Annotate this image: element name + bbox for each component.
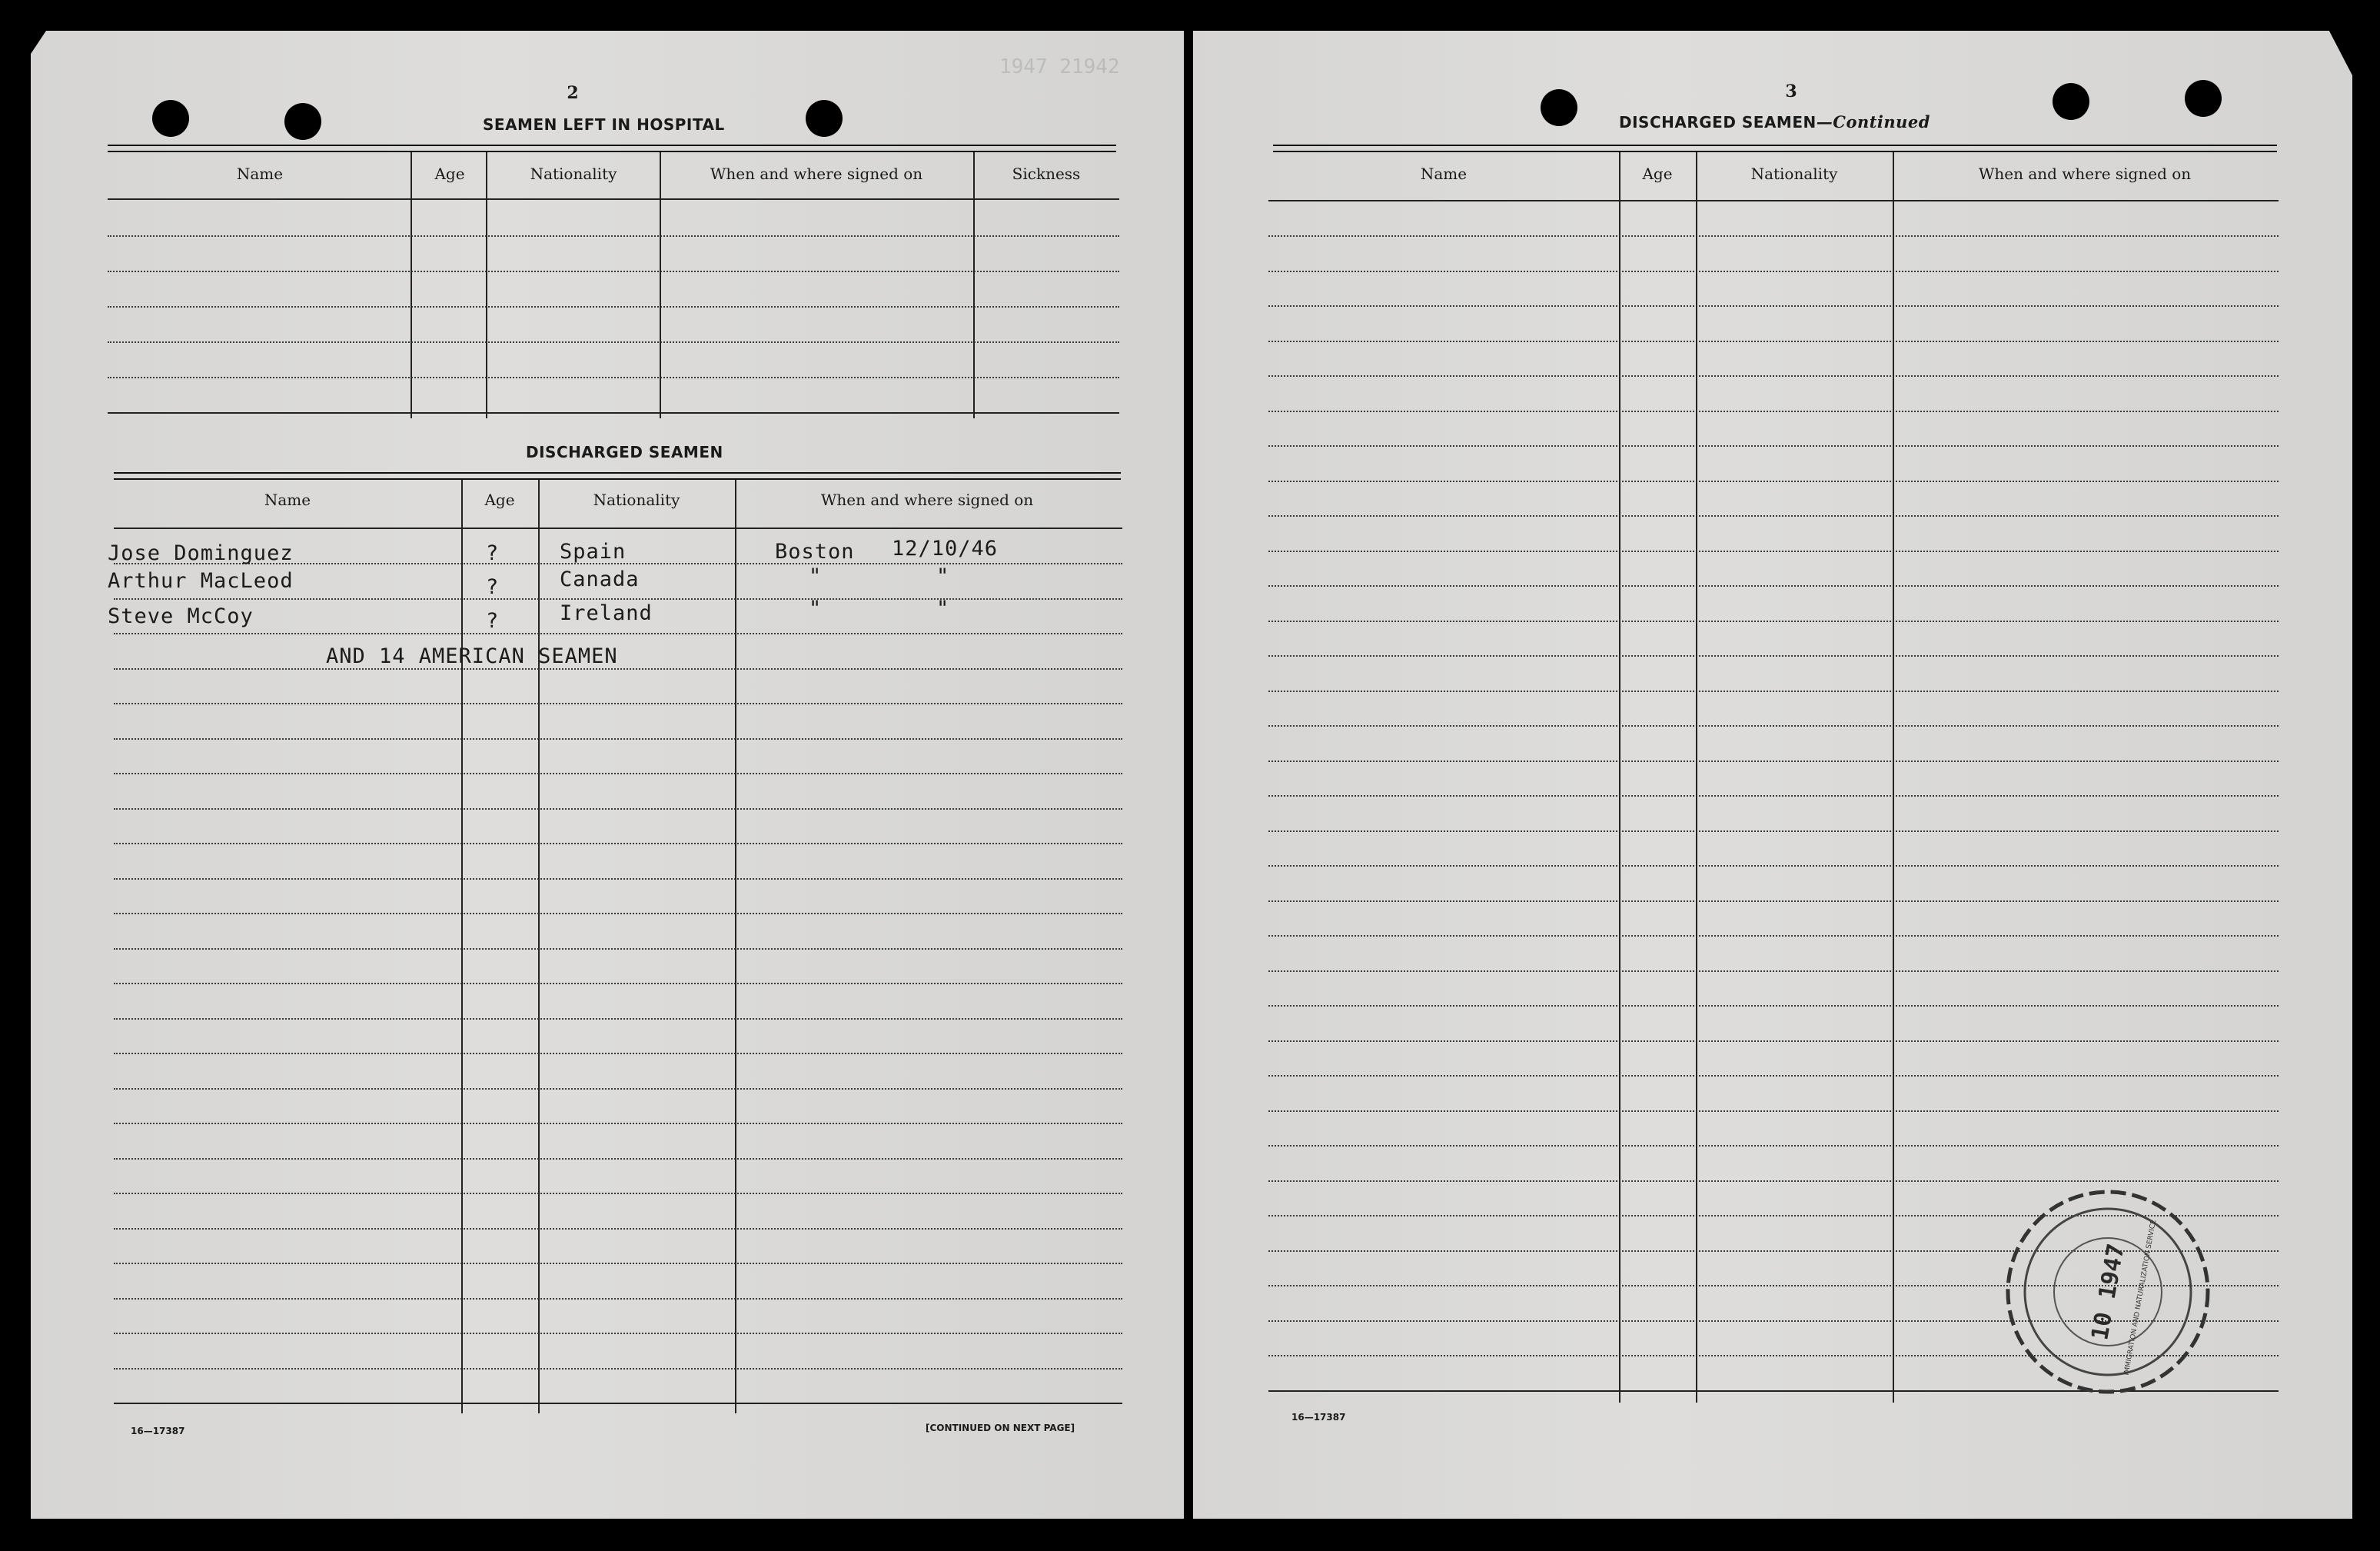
entry-signed-date: 12/10/46 [892, 537, 999, 561]
ruled-line [114, 1368, 1122, 1370]
entry-nationality: Spain [560, 540, 627, 564]
col-header-sickness: Sickness [1012, 165, 1081, 183]
col-header-age: Age [434, 165, 465, 183]
immigration-stamp [2000, 1184, 2215, 1400]
col-header-age: Age [1642, 165, 1673, 183]
ruled-line [114, 1333, 1122, 1334]
col-divider [1619, 152, 1620, 1403]
ruled-line [114, 948, 1122, 950]
col-header-name: Name [264, 491, 311, 509]
col-divider [486, 152, 487, 418]
page-number: 3 [1785, 82, 1797, 102]
col-header-nationality: Nationality [530, 165, 617, 183]
entry-age: ? [486, 575, 500, 599]
ruled-line [1268, 551, 2279, 552]
punch-hole [806, 100, 843, 137]
ruled-line [114, 843, 1122, 844]
col-divider [461, 480, 463, 1413]
ruled-line [114, 983, 1122, 984]
ruled-line [108, 235, 1119, 237]
header-rule [114, 528, 1122, 529]
entry-name: Steve McCoy [108, 604, 254, 628]
ruled-line [114, 1123, 1122, 1124]
page-number: 2 [567, 83, 579, 103]
entry-signed-place: " [809, 564, 823, 588]
entry-age: ? [486, 541, 500, 565]
col-header-age: Age [484, 491, 515, 509]
col-divider [1696, 152, 1697, 1403]
ruled-line [1268, 515, 2279, 517]
ruled-line [114, 1053, 1122, 1054]
ruled-line [1268, 445, 2279, 447]
ruled-line [114, 1298, 1122, 1300]
entry-nationality: Ireland [560, 601, 653, 625]
ruled-line [1268, 235, 2279, 237]
ruled-line [1268, 830, 2279, 832]
col-header-nationality: Nationality [1750, 165, 1838, 183]
col-divider [411, 152, 412, 418]
ruled-line [1268, 1075, 2279, 1077]
stamp-text: IMMIGRATION AND NATURALIZATION SERVICE [2122, 1219, 2159, 1376]
bleed-through: 1947 21942 [999, 55, 1120, 78]
col-divider [660, 152, 661, 418]
ruled-line [1268, 935, 2279, 937]
ruled-line [114, 1403, 1122, 1404]
ruled-line [114, 633, 1122, 634]
entry-name: Arthur MacLeod [108, 569, 294, 593]
ruled-line [114, 668, 1122, 670]
ruled-line [114, 808, 1122, 810]
ruled-line [114, 773, 1122, 774]
section-title-discharged: DISCHARGED SEAMEN [526, 443, 723, 461]
ruled-line [1268, 691, 2279, 692]
ruled-line [1268, 725, 2279, 727]
ruled-line [114, 738, 1122, 740]
section-title-discharged-continued [1619, 112, 1930, 131]
ruled-line [108, 306, 1119, 308]
section-title-hospital: SEAMEN LEFT IN HOSPITAL [483, 115, 725, 134]
ruled-line [1268, 411, 2279, 412]
punch-hole [152, 100, 189, 137]
double-rule [114, 472, 1121, 480]
header-rule [1268, 200, 2279, 201]
ruled-line [1268, 900, 2279, 902]
ruled-line [1268, 655, 2279, 657]
ruled-line [108, 377, 1119, 378]
ruled-line [1268, 970, 2279, 972]
col-header-nationality: Nationality [593, 491, 680, 509]
col-divider [735, 480, 736, 1413]
entry-name: Jose Dominguez [108, 541, 294, 565]
ruled-line [1268, 761, 2279, 762]
ruled-line [1268, 1040, 2279, 1042]
entry-nationality: Canada [560, 567, 640, 591]
ruled-line [114, 1088, 1122, 1090]
left-page [31, 31, 1184, 1519]
ruled-line [108, 271, 1119, 272]
entry-age: ? [486, 609, 500, 633]
ruled-line [1268, 341, 2279, 342]
col-divider [1893, 152, 1894, 1403]
entry-signed-date: " [936, 597, 950, 621]
entry-signed-place: " [809, 597, 823, 621]
ruled-line [114, 913, 1122, 914]
ruled-line [114, 703, 1122, 704]
ruled-line [114, 1228, 1122, 1230]
ruled-line [1268, 795, 2279, 797]
ruled-line [1268, 481, 2279, 482]
ruled-line [108, 412, 1119, 414]
punch-hole [2185, 80, 2222, 117]
continued-note: [CONTINUED ON NEXT PAGE] [926, 1423, 1075, 1433]
col-header-name: Name [236, 165, 284, 183]
entry-note: AND 14 AMERICAN SEAMEN [326, 644, 618, 668]
entry-signed-date: " [936, 564, 950, 588]
col-header-signed-on: When and where signed on [710, 165, 923, 183]
ruled-line [1268, 621, 2279, 622]
form-number: 16—17387 [1291, 1412, 1346, 1423]
ruled-line [1268, 1110, 2279, 1112]
ruled-line [1268, 375, 2279, 377]
ruled-line [114, 1193, 1122, 1194]
col-header-name: Name [1420, 165, 1468, 183]
double-rule [108, 145, 1116, 152]
ruled-line [1268, 585, 2279, 587]
title-main: DISCHARGED SEAMEN [1619, 113, 1817, 131]
ruled-line [108, 341, 1119, 343]
title-suffix: —Continued [1816, 112, 1930, 131]
col-header-signed-on: When and where signed on [820, 491, 1034, 509]
col-divider [973, 152, 975, 418]
form-number: 16—17387 [131, 1426, 185, 1436]
stamp-date: 10 1947 [2086, 1241, 2130, 1343]
ruled-line [1268, 1145, 2279, 1147]
ruled-line [1268, 1005, 2279, 1007]
ruled-line [114, 598, 1122, 600]
ruled-line [1268, 1180, 2279, 1182]
punch-hole [1541, 89, 1577, 126]
ruled-line [114, 1263, 1122, 1264]
col-header-signed-on: When and where signed on [1978, 165, 2192, 183]
ruled-line [1268, 305, 2279, 307]
ruled-line [1268, 865, 2279, 867]
punch-hole [284, 103, 321, 140]
header-rule [108, 198, 1119, 200]
ruled-line [114, 1158, 1122, 1160]
double-rule [1273, 145, 2277, 152]
ruled-line [1268, 271, 2279, 272]
ruled-line [114, 1018, 1122, 1020]
ruled-line [114, 878, 1122, 880]
punch-hole [2053, 83, 2089, 120]
entry-signed-place: Boston [775, 540, 855, 564]
col-divider [538, 480, 540, 1413]
